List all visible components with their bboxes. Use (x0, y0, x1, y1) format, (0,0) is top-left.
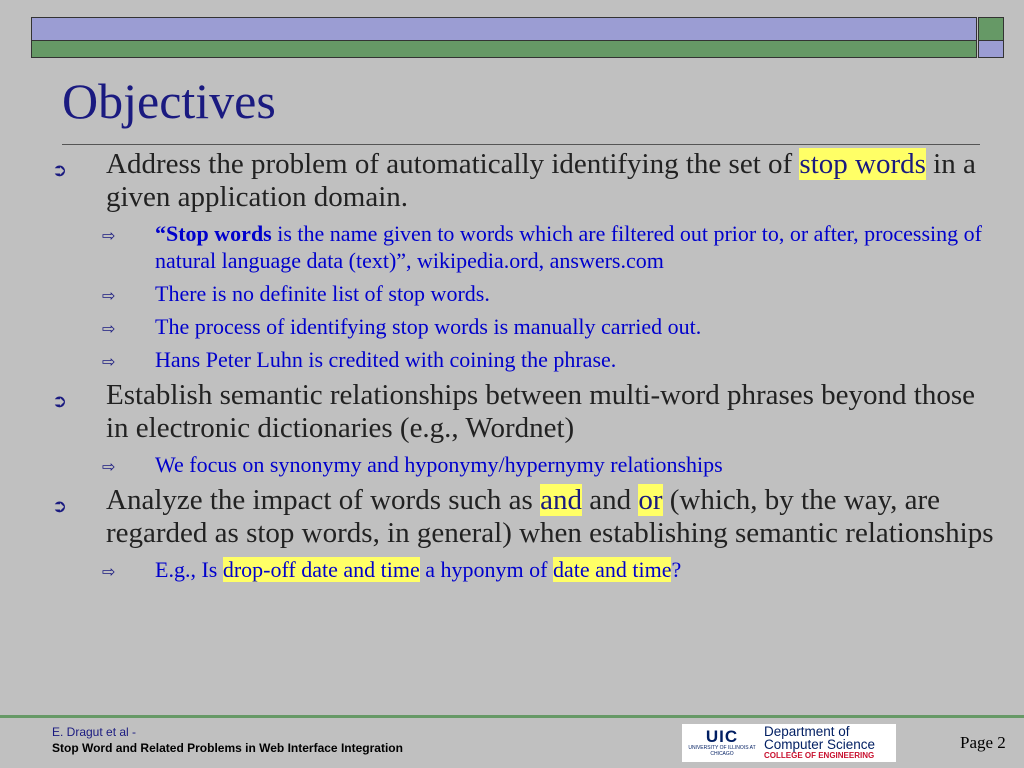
bullet-semantic-relationships (52, 379, 1002, 445)
sub-bullet-synonymy (102, 451, 1002, 478)
sub-bullet-manual (102, 313, 1002, 340)
bullet-text: Address the problem of automatically identifying the set of (106, 148, 800, 180)
sub-bullet-definition (102, 220, 1002, 274)
corner-square-green (978, 17, 1004, 41)
highlight-stop-words: stop words (799, 148, 926, 180)
circle-arrow-icon: ➲ (52, 496, 68, 517)
sub-bullet-text: a hyponym of (419, 557, 553, 582)
bullet-text: (which, by the way, are regarded as stop words, in general) when establishing semantic relationships (106, 484, 994, 549)
slide-content (52, 148, 1002, 589)
uic-cs-logo (682, 724, 896, 762)
logo-dept-line2: Computer Science (764, 737, 876, 752)
logo-uic-block (682, 724, 762, 762)
hollow-arrow-icon: ⇨ (102, 319, 116, 338)
bullet-text: Analyze the impact of words such as (106, 484, 541, 516)
highlight-and: and (540, 484, 582, 516)
bullet-analyze-impact (52, 484, 1002, 550)
bullet-text: and (581, 484, 639, 516)
circle-arrow-icon: ➲ (52, 160, 68, 181)
corner-square-blue (978, 41, 1004, 58)
footer-author: E. Dragut et al - (52, 725, 137, 739)
highlight-drop-off: drop-off date and time (222, 557, 420, 582)
logo-college: COLLEGE OF ENGINEERING (764, 751, 875, 760)
hollow-arrow-icon: ⇨ (102, 457, 116, 476)
sub-bullet-text: E.g., Is (155, 557, 223, 582)
bold-stop-words: “Stop words (155, 221, 272, 246)
bullet-text: in a given application domain. (106, 148, 976, 213)
footer-rule (0, 715, 1024, 718)
sub-bullet-example (102, 556, 1002, 583)
hollow-arrow-icon: ⇨ (102, 352, 116, 371)
slide-title: Objectives (62, 73, 276, 129)
highlight-or: or (638, 484, 663, 516)
sub-bullet-text: The process of identifying stop words is manually carried out. (155, 314, 702, 339)
hollow-arrow-icon: ⇨ (102, 286, 116, 305)
sub-bullet-text: We focus on synonymy and hyponymy/hypernymy relationships (155, 452, 723, 477)
sub-bullet-text: There is no definite list of stop words. (155, 281, 490, 306)
sub-bullet-text: is the name given to words which are filtered out prior to, or after, processing of natural language data (text)”, wikipedia.ord, answers.com (155, 221, 982, 273)
top-bar-green (31, 41, 977, 58)
footer-talk-title: Stop Word and Related Problems in Web Interface Integration (52, 741, 403, 755)
page-number: Page 2 (960, 733, 1006, 752)
circle-arrow-icon: ➲ (52, 391, 68, 412)
bullet-stop-words (52, 148, 1002, 214)
top-bar-blue (31, 17, 977, 41)
hollow-arrow-icon: ⇨ (102, 226, 116, 245)
logo-dept-block (762, 724, 896, 762)
logo-dept-line1: Department of (764, 724, 850, 739)
sub-bullet-text: Hans Peter Luhn is credited with coining the phrase. (155, 347, 617, 372)
hollow-arrow-icon: ⇨ (102, 562, 116, 581)
logo-university-text: UNIVERSITY OF ILLINOIS AT CHICAGO (688, 745, 756, 757)
sub-bullet-luhn (102, 346, 1002, 373)
sub-bullet-text: ? (671, 557, 682, 582)
bullet-text: Establish semantic relationships between multi-word phrases beyond those in electronic dictionaries (e.g., Wordnet) (106, 379, 976, 444)
sub-bullet-no-list (102, 280, 1002, 307)
logo-uic-text: UIC (705, 727, 739, 746)
title-underline (62, 144, 980, 145)
highlight-date-time: date and time (552, 557, 672, 582)
